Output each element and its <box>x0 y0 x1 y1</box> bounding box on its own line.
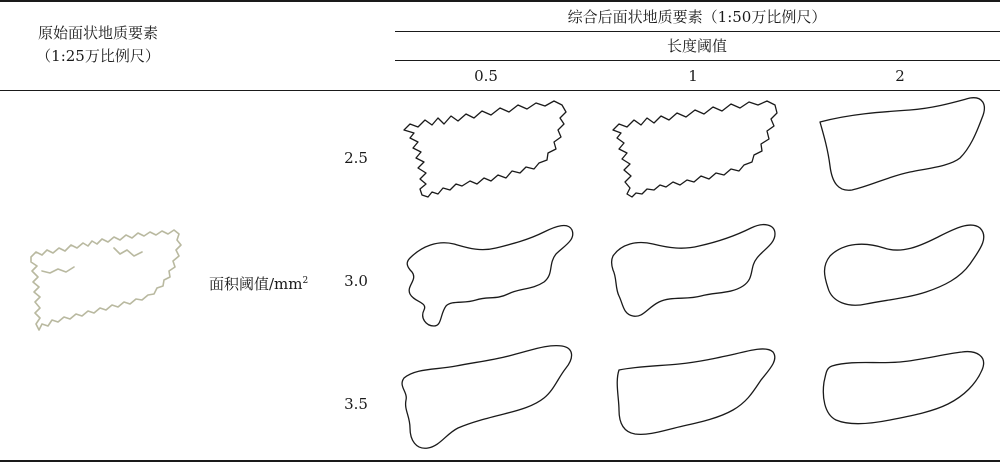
area-value-3-0: 3.0 <box>344 272 368 290</box>
area-value-2-5: 2.5 <box>344 149 368 167</box>
polygon-area3-5-length2 <box>810 340 996 458</box>
original-header-line1: 原始面状地质要素 <box>37 24 159 42</box>
polygon-area2-5-length2 <box>810 96 996 200</box>
table-header-rule <box>0 90 1000 91</box>
original-polygon-figure <box>22 226 187 336</box>
area-threshold-label <box>209 272 308 293</box>
polygon-area3-5-length0-5 <box>396 340 582 458</box>
area-threshold-unit-superscript: 2 <box>302 276 309 286</box>
length-value-0-5: 0.5 <box>474 67 498 85</box>
length-threshold-header: 长度阈值 <box>666 37 728 55</box>
polygon-area2-5-length1 <box>603 96 789 200</box>
length-value-1: 1 <box>688 67 698 85</box>
table-top-rule <box>0 0 1000 2</box>
polygon-area3-0-length2 <box>810 218 996 332</box>
length-value-2: 2 <box>895 67 905 85</box>
generalized-subheader-rule <box>395 31 1000 32</box>
polygon-area3-0-length0-5 <box>396 218 582 332</box>
polygon-area2-5-length0-5 <box>396 96 582 200</box>
length-threshold-rule <box>395 60 1000 61</box>
polygon-area3-5-length1 <box>603 340 789 458</box>
polygon-area3-0-length1 <box>603 218 789 332</box>
area-value-3-5: 3.5 <box>344 395 368 413</box>
area-threshold-text: 面积阈值/mm <box>209 275 303 293</box>
original-header-line2: （1:25万比例尺） <box>36 47 160 65</box>
generalized-header: 综合后面状地质要素（1:50万比例尺） <box>567 8 827 26</box>
table-bottom-rule <box>0 460 1000 462</box>
